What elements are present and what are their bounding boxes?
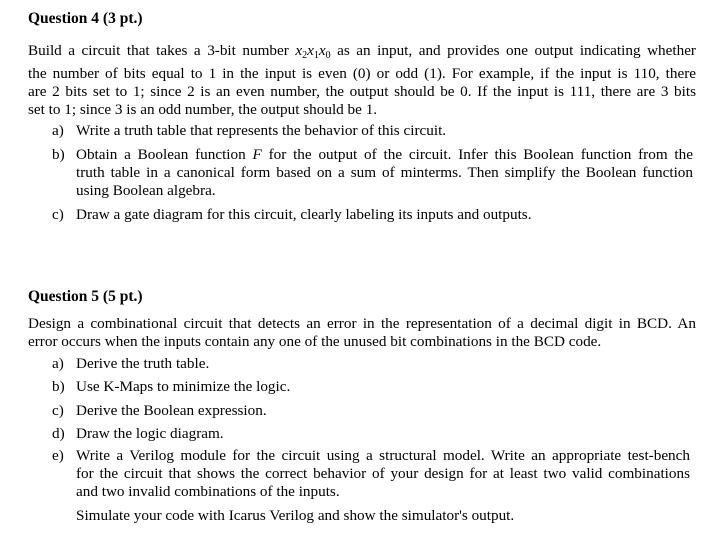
item-marker: e) (52, 447, 64, 464)
item-marker: a) (52, 355, 64, 372)
variable-f: F (252, 146, 262, 163)
variable-x1: x (307, 42, 314, 59)
question-5-intro (28, 315, 696, 351)
variable-x0: x (318, 42, 326, 59)
item-marker: b) (52, 146, 65, 163)
item-text: Draw a gate diagram for this circuit, clearly labeling its inputs and outputs. (76, 206, 532, 223)
item-text: Derive the truth table. (76, 355, 210, 372)
item-text: Write a truth table that represents the behavior of this circuit. (76, 122, 447, 139)
item-marker: b) (52, 378, 65, 395)
item-text: Derive the Boolean expression. (76, 402, 267, 419)
question-4-intro-line-3: are 2 bits set to 1; since 2 is an even number, the output should be 0. If the input is 111, there are 3 bits (28, 83, 696, 100)
item-text-line-3: and two invalid combinations of the inputs. (76, 483, 340, 500)
item-text-line-2: truth table in a canonical form based on a sum of minterms. Then simplify the Boolean function (76, 164, 693, 181)
item-marker: c) (52, 402, 64, 419)
item-text-line-3: using Boolean algebra. (76, 182, 216, 199)
question-5-title: Question 5 (5 pt.) (28, 288, 143, 305)
item-text-line-1: Write a Verilog module for the circuit using a structural model. Write an appropriate test-bench (76, 447, 690, 464)
question-4-intro-line-2: the number of bits equal to 1 in the input is even (0) or odd (1). For example, if the input is 110, there (28, 65, 696, 82)
item-marker: d) (52, 425, 65, 442)
item-marker: a) (52, 122, 64, 139)
question-5-intro-line-1: Design a combinational circuit that detects an error in the representation of a decimal digit in BCD. An (28, 315, 696, 332)
item-text-line-1: Obtain a Boolean function F for the output of the circuit. Infer this Boolean function from the (76, 146, 693, 163)
item-text-line-4: Simulate your code with Icarus Verilog and show the simulator's output. (76, 507, 515, 524)
question-5-intro-line-2: error occurs when the inputs contain any one of the unused bit combinations in the BCD code. (28, 333, 602, 350)
item-text-line-2: for the circuit that shows the correct behavior of your design for at least two valid combinations (76, 465, 690, 482)
item-text: Draw the logic diagram. (76, 425, 224, 442)
question-4-intro (28, 42, 696, 119)
item-text: Use K-Maps to minimize the logic. (76, 378, 291, 395)
question-4-intro-line-1: Build a circuit that takes a 3-bit number $x_2x_1x_0$ as an input, and provides one output indicating whether (28, 42, 696, 61)
variable-x2: x (295, 42, 303, 59)
question-4-intro-line-4: set to 1; since 3 is an odd number, the output should be 1. (28, 101, 378, 118)
question-4-title: Question 4 (3 pt.) (28, 10, 143, 27)
item-marker: c) (52, 206, 64, 223)
